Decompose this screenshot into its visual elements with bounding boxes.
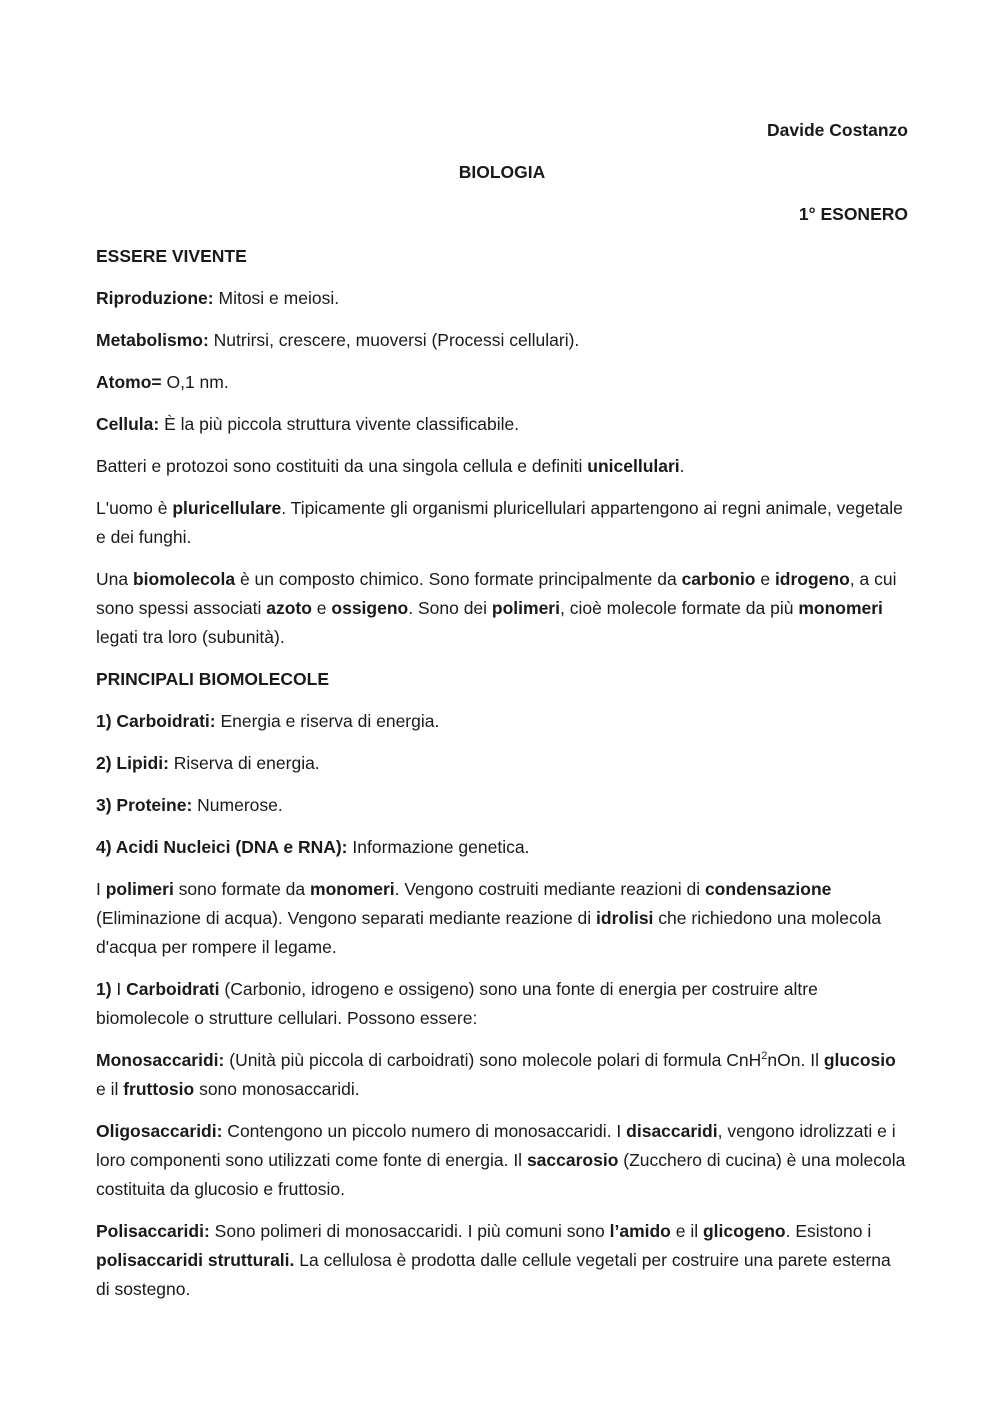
term-label: Riproduzione: [96, 288, 214, 308]
bold-term: monomeri [310, 879, 395, 899]
text-run: La cellulosa è prodotta dalle cellule vegetali per costruire una parete esterna di sostegno. [96, 1250, 891, 1299]
bold-term: condensazione [704, 879, 832, 899]
text-run: Batteri e protozoi sono costituiti da una singola cellula e definiti [96, 456, 588, 476]
subject-title: BIOLOGIA [458, 162, 546, 182]
text-run: . Vengono costruiti mediante reazioni di [394, 879, 705, 899]
exam-title: 1° ESONERO [798, 204, 908, 224]
term-label: Atomo= [96, 372, 162, 392]
paragraph-polisaccaridi [96, 1217, 908, 1304]
bold-term: glicogeno [702, 1221, 786, 1241]
text-run: è un composto chimico. Sono formate principalmente da [235, 569, 682, 589]
text-run: sono monosaccaridi. [194, 1079, 360, 1099]
list-item [96, 749, 908, 778]
text-run: L'uomo è [96, 498, 173, 518]
paragraph-oligosaccaridi [96, 1117, 908, 1204]
bold-term: monomeri [798, 598, 883, 618]
bold-term: unicellulari [587, 456, 680, 476]
paragraph-polimeri [96, 875, 908, 962]
paragraph-biomolecola [96, 565, 908, 652]
author-name: Davide Costanzo [767, 120, 908, 140]
bold-term: ossigeno [331, 598, 409, 618]
paragraph-batteri [96, 452, 908, 481]
text-run: e il [96, 1079, 124, 1099]
bold-term: 1) [96, 979, 112, 999]
text-run: legati tra loro (subunità). [96, 627, 285, 647]
paragraph-riproduzione [96, 284, 908, 313]
item-text: Riserva di energia. [168, 753, 320, 773]
text-run: . Esistono i [785, 1221, 872, 1241]
paragraph-metabolismo [96, 326, 908, 355]
item-label: 4) Acidi Nucleici (DNA e RNA): [96, 837, 348, 857]
paragraph-atomo [96, 368, 908, 397]
list-item [96, 833, 908, 862]
text-run: , cioè molecole formate da più [559, 598, 799, 618]
text-run: , vengono idrolizzati e i loro componenti sono utilizzati come fonte di energia. Il [96, 1121, 896, 1170]
bold-term: Oligosaccaridi: [96, 1121, 223, 1141]
text-run: e [755, 569, 775, 589]
bold-term: biomolecola [132, 569, 236, 589]
bold-term: Carboidrati [126, 979, 220, 999]
section-heading-principali-biomolecole: PRINCIPALI BIOMOLECOLE [96, 669, 330, 689]
bold-term: polisaccaridi strutturali. [96, 1250, 295, 1270]
text-run: e il [670, 1221, 703, 1241]
bold-term: idrolisi [596, 908, 654, 928]
item-label: 2) Lipidi: [96, 753, 169, 773]
text-run: sono formate da [173, 879, 311, 899]
item-label: 1) Carboidrati: [96, 711, 216, 731]
text-run: . Tipicamente gli organismi pluricellulari appartengono ai regni animale, vegetale e dei funghi. [96, 498, 903, 547]
item-label: 3) Proteine: [96, 795, 193, 815]
superscript: 2 [761, 1050, 768, 1062]
text-run: . [679, 456, 685, 476]
text-run: che richiedono una molecola d'acqua per rompere il legame. [96, 908, 882, 957]
text-run: I [111, 979, 127, 999]
list-item [96, 707, 908, 736]
text-run: (Unità più piccola di carboidrati) sono molecole polari di formula CnH [224, 1050, 762, 1070]
text-run: , a cui sono spessi associati [96, 569, 897, 618]
term-text: Mitosi e meiosi. [213, 288, 340, 308]
bold-term: pluricellulare [172, 498, 282, 518]
bold-term: Monosaccaridi: [96, 1050, 225, 1070]
bold-term: polimeri [491, 598, 560, 618]
text-run: (Zucchero di cucina) è una molecola costituita da glucosio e fruttosio. [96, 1150, 906, 1199]
text-run: I [96, 879, 106, 899]
text-run: e [311, 598, 332, 618]
bold-term: polimeri [105, 879, 174, 899]
item-text: Informazione genetica. [347, 837, 530, 857]
text-run: Contengono un piccolo numero di monosaccaridi. I [222, 1121, 627, 1141]
section-heading-essere-vivente: ESSERE VIVENTE [96, 246, 247, 266]
bold-term: azoto [266, 598, 312, 618]
bold-term: l’amido [609, 1221, 671, 1241]
item-text: Numerose. [192, 795, 283, 815]
item-text: Energia e riserva di energia. [215, 711, 440, 731]
paragraph-uomo [96, 494, 908, 552]
paragraph-carboidrati [96, 975, 908, 1033]
text-run: (Eliminazione di acqua). Vengono separati mediante reazione di [96, 908, 597, 928]
text-run: Sono polimeri di monosaccaridi. I più comuni sono [209, 1221, 610, 1241]
bold-term: carbonio [681, 569, 756, 589]
bold-term: idrogeno [774, 569, 850, 589]
bold-term: disaccaridi [626, 1121, 718, 1141]
paragraph-monosaccaridi [96, 1046, 908, 1104]
text-run: nOn. Il [767, 1050, 824, 1070]
text-run: Una [96, 569, 133, 589]
term-text: Nutrirsi, crescere, muoversi (Processi cellulari). [208, 330, 580, 350]
term-text: È la più piccola struttura vivente classificabile. [159, 414, 520, 434]
term-label: Cellula: [96, 414, 160, 434]
list-item [96, 791, 908, 820]
term-label: Metabolismo: [96, 330, 209, 350]
text-run: . Sono dei [408, 598, 492, 618]
document-body [96, 116, 908, 1317]
text-run: (Carbonio, idrogeno e ossigeno) sono una fonte di energia per costruire altre biomolecole o strutture cellulari. Possono essere: [96, 979, 818, 1028]
bold-term: saccarosio [526, 1150, 619, 1170]
term-text: O,1 nm. [161, 372, 229, 392]
bold-term: fruttosio [123, 1079, 195, 1099]
bold-term: glucosio [823, 1050, 896, 1070]
paragraph-cellula [96, 410, 908, 439]
bold-term: Polisaccaridi: [96, 1221, 210, 1241]
